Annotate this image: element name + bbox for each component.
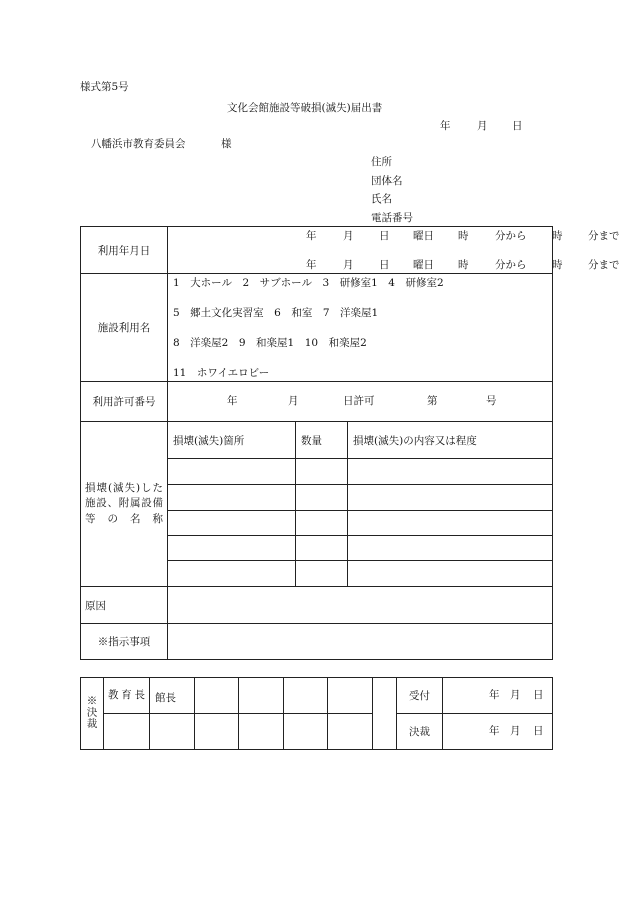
usage-date-label: 利用年月日 xyxy=(81,227,168,274)
stamp-box[interactable] xyxy=(195,714,239,750)
usage-date-weekday-1: 曜日 xyxy=(413,230,434,242)
damage-content-header: 損壊(滅失)の内容又は程度 xyxy=(348,422,553,459)
usage-date-weekday-2: 曜日 xyxy=(413,259,434,271)
stamp-box[interactable] xyxy=(239,714,284,750)
damage-place-cell[interactable] xyxy=(168,561,296,587)
damage-quantity-cell[interactable] xyxy=(296,561,348,587)
damage-content-cell[interactable] xyxy=(348,459,553,485)
addressee-honorific: 様 xyxy=(221,138,232,150)
permit-year: 年 xyxy=(227,395,238,407)
damage-quantity-header: 数量 xyxy=(296,422,348,459)
usage-date-hour-to-1: 時 xyxy=(552,230,563,242)
receipt-month: 月 xyxy=(510,689,521,701)
facility-line-2: 5 郷土文化実習室 6 和室 7 洋楽屋1 xyxy=(173,307,379,319)
damage-quantity-cell[interactable] xyxy=(296,485,348,511)
damage-quantity-cell[interactable] xyxy=(296,459,348,485)
stamp-box[interactable] xyxy=(239,678,284,714)
damage-place-header: 損壊(滅失)箇所 xyxy=(168,422,296,459)
damage-place-cell[interactable] xyxy=(168,485,296,511)
kyoikucho-label: 教育長 xyxy=(104,678,150,714)
damage-quantity-cell[interactable] xyxy=(296,511,348,536)
damage-content-cell[interactable] xyxy=(348,485,553,511)
facility-label: 施設利用名 xyxy=(81,274,168,382)
usage-date-field[interactable] xyxy=(168,227,620,274)
usage-date-hour-to-2: 時 xyxy=(552,259,563,271)
cause-field[interactable] xyxy=(168,587,553,624)
approval-mark: ※決裁 xyxy=(85,694,98,730)
damage-label: 損壊(滅失)した施設、附属設備等の名称 xyxy=(81,422,168,587)
approval-table xyxy=(80,677,553,750)
stamp-box[interactable] xyxy=(328,678,373,714)
stamp-box[interactable] xyxy=(284,714,328,750)
instructions-field[interactable] xyxy=(168,624,553,660)
stamp-box[interactable] xyxy=(328,714,373,750)
page-title: 文化会館施設等破損(滅失)届出書 xyxy=(227,102,383,114)
permit-month: 月 xyxy=(288,395,299,407)
date-year: 年 xyxy=(440,120,451,132)
stamp-box[interactable] xyxy=(150,714,195,750)
permit-label: 利用許可番号 xyxy=(81,382,168,422)
applicant-phone-label: 電話番号 xyxy=(371,212,413,224)
damage-place-cell[interactable] xyxy=(168,536,296,561)
usage-date-hour-from-1: 時 xyxy=(458,230,469,242)
main-form-table xyxy=(80,226,620,660)
decision-month: 月 xyxy=(510,725,521,737)
form-number: 様式第5号 xyxy=(80,81,129,93)
kancho-label: 館長 xyxy=(150,678,195,714)
cause-label: 原因 xyxy=(81,587,168,624)
usage-date-min-to-2: 分まで xyxy=(588,259,620,271)
usage-date-month-1: 月 xyxy=(343,230,354,242)
facility-line-4: 11 ホワイエロビー xyxy=(173,367,270,379)
usage-date-min-from-1: 分から xyxy=(495,230,527,242)
damage-content-cell[interactable] xyxy=(348,511,553,536)
date-month: 月 xyxy=(477,120,488,132)
instructions-label: ※指示事項 xyxy=(81,624,168,660)
facility-line-3: 8 洋楽屋2 9 和楽屋1 10 和楽屋2 xyxy=(173,337,367,349)
receipt-year: 年 xyxy=(489,689,500,701)
decision-day: 日 xyxy=(533,725,544,737)
permit-go: 号 xyxy=(486,395,497,407)
addressee-name: 八幡浜市教育委員会 xyxy=(91,138,186,150)
usage-date-min-from-2: 分から xyxy=(495,259,527,271)
date-day: 日 xyxy=(512,120,523,132)
permit-no: 第 xyxy=(427,395,438,407)
usage-date-day-2: 日 xyxy=(379,259,390,271)
receipt-label: 受付 xyxy=(397,678,443,714)
applicant-name-label: 氏名 xyxy=(371,193,392,205)
usage-date-day-1: 日 xyxy=(379,230,390,242)
damage-place-cell[interactable] xyxy=(168,511,296,536)
damage-place-cell[interactable] xyxy=(168,459,296,485)
decision-date[interactable] xyxy=(443,714,553,750)
permit-field[interactable] xyxy=(168,382,553,422)
damage-quantity-cell[interactable] xyxy=(296,536,348,561)
stamp-box[interactable] xyxy=(284,678,328,714)
damage-content-cell[interactable] xyxy=(348,536,553,561)
applicant-group-label: 団体名 xyxy=(371,175,403,187)
usage-date-year-2: 年 xyxy=(306,259,317,271)
stamp-box[interactable] xyxy=(195,678,239,714)
permit-day: 日許可 xyxy=(343,395,375,407)
facility-line-1: 1 大ホール 2 サブホール 3 研修室1 4 研修室2 xyxy=(173,277,444,289)
decision-label: 決裁 xyxy=(397,714,443,750)
receipt-day: 日 xyxy=(533,689,544,701)
usage-date-month-2: 月 xyxy=(343,259,354,271)
usage-date-year-1: 年 xyxy=(306,230,317,242)
usage-date-min-to-1: 分まで xyxy=(588,230,620,242)
facility-options[interactable] xyxy=(168,274,553,382)
applicant-address-label: 住所 xyxy=(371,156,392,168)
receipt-date[interactable] xyxy=(443,678,553,714)
usage-date-hour-from-2: 時 xyxy=(458,259,469,271)
approval-mark-cell xyxy=(81,678,104,750)
stamp-box[interactable] xyxy=(104,714,150,750)
decision-year: 年 xyxy=(489,725,500,737)
damage-content-cell[interactable] xyxy=(348,561,553,587)
approval-spacer xyxy=(373,678,397,750)
